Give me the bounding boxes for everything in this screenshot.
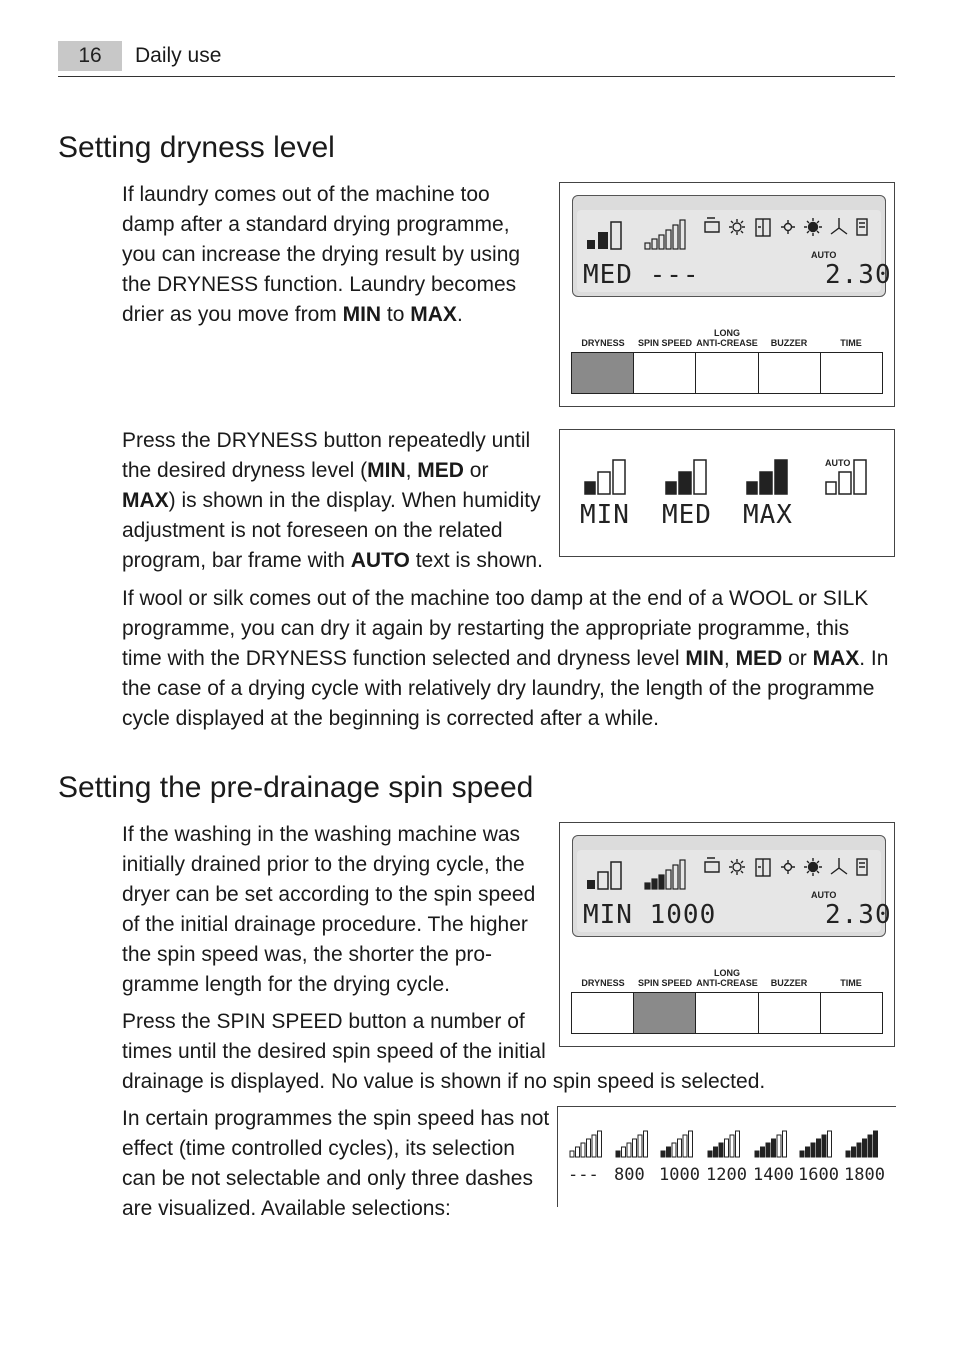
lcd-display-spin [572, 835, 892, 937]
spin-readout: MIN 1000 [583, 900, 717, 930]
dryness-levels-panel [559, 429, 895, 557]
spin-instructions-paragraph: Press the SPIN SPEED button a number of times until the desired spin speed of the initial drainage is displayed. No value is shown if no spin speed is selected. [122, 1010, 766, 1093]
spin-bar [638, 1135, 642, 1157]
spin-bar [667, 1147, 671, 1157]
anti-crease-button-2[interactable] [696, 993, 758, 1033]
time-readout: 2.30 [825, 260, 892, 290]
spin-bar [800, 1151, 804, 1157]
spin-bar [857, 1143, 861, 1157]
section-label: Daily use [135, 44, 222, 67]
label-long-2: LONG [714, 968, 740, 978]
auto-indicator: AUTO [811, 250, 837, 260]
spin-bar [683, 1135, 687, 1157]
spin-bar [874, 1131, 878, 1157]
spin-bar [761, 1147, 765, 1157]
label-spin-speed: SPIN SPEED [637, 338, 693, 348]
spin-selection-label: 1800 [844, 1165, 885, 1185]
max-label: MAX [743, 500, 793, 530]
spin-bar [783, 1131, 787, 1157]
spin-bar [708, 1151, 712, 1157]
spin-bar [581, 1143, 585, 1157]
spin-selection-label: 1200 [706, 1165, 747, 1185]
spin-bar [576, 1147, 580, 1157]
spin-bar [627, 1143, 631, 1157]
label-dryness-2: DRYNESS [581, 978, 625, 988]
spin-intro-paragraph: If the washing in the washing machine was initially drained prior to the drying cycle, the dryer can be set according to the spin speed of the initial drainage procedure. The higher the spin speed was, the shorter the pro- gramme length for the drying cycle. [122, 823, 536, 996]
header-divider [58, 76, 895, 77]
spin-bar [570, 1151, 574, 1157]
buzzer-button[interactable] [759, 353, 821, 393]
spin-selection-label: 800 [614, 1165, 645, 1185]
spin-bar [868, 1135, 872, 1157]
spin-selection-5 [798, 1131, 839, 1185]
spin-selection-0 [568, 1131, 602, 1185]
dryness-level-bars [560, 430, 896, 558]
label-time-2: TIME [840, 978, 862, 988]
min-label: MIN [580, 500, 630, 530]
time-readout-spin: 2.30 [825, 900, 892, 930]
spin-selection-label: --- [568, 1165, 599, 1185]
spin-bar [587, 1139, 591, 1157]
auto-indicator-spin: AUTO [811, 890, 837, 900]
spin-bar [644, 1131, 648, 1157]
spin-bar [616, 1151, 620, 1157]
spin-selection-1 [614, 1131, 648, 1185]
button-row [571, 352, 883, 394]
spin-bar [828, 1131, 832, 1157]
spin-bar [755, 1151, 759, 1157]
spin-selection-label: 1400 [753, 1165, 794, 1185]
page-number: 16 [58, 41, 122, 71]
buzzer-button-2[interactable] [759, 993, 821, 1033]
spin-bar [730, 1135, 734, 1157]
spin-bar [852, 1147, 856, 1157]
spin-bar [678, 1139, 682, 1157]
time-button[interactable] [821, 353, 882, 393]
label-buzzer-2: BUZZER [770, 978, 808, 988]
spin-bar [846, 1151, 850, 1157]
spin-bar [672, 1143, 676, 1157]
dryness-button[interactable] [572, 353, 634, 393]
spin-bar [811, 1143, 815, 1157]
spin-speed-button-2[interactable] [634, 993, 696, 1033]
spin-bar [719, 1143, 723, 1157]
spin-bar [806, 1147, 810, 1157]
spin-selection-6 [844, 1131, 885, 1185]
spin-bar [777, 1135, 781, 1157]
label-buzzer: BUZZER [770, 338, 808, 348]
spin-selections-paragraph: In certain programmes the spin speed has not effect (time controlled cycles), its selection can be not selectable and only three dashes are visualized. Available selections: [122, 1107, 550, 1220]
spin-bar [592, 1135, 596, 1157]
spin-bar [633, 1139, 637, 1157]
spin-selection-label: 1600 [798, 1165, 839, 1185]
spin-bar [736, 1131, 740, 1157]
spin-bar [689, 1131, 693, 1157]
dryness-button-2[interactable] [572, 993, 634, 1033]
spin-bar [714, 1147, 718, 1157]
time-button-2[interactable] [821, 993, 882, 1033]
spin-heading: Setting the pre-drainage spin speed [58, 771, 534, 804]
spin-selection-3 [706, 1131, 747, 1185]
spin-bar [622, 1147, 626, 1157]
label-anti-crease: ANTI-CREASE [696, 338, 758, 348]
spin-selections-panel [557, 1106, 896, 1207]
control-panel-spin [559, 822, 895, 1047]
spin-bar [822, 1135, 826, 1157]
label-long: LONG [714, 328, 740, 338]
control-panel-dryness [559, 182, 895, 407]
spin-bar [766, 1143, 770, 1157]
spin-bar [863, 1139, 867, 1157]
label-dryness: DRYNESS [581, 338, 625, 348]
spin-bar [772, 1139, 776, 1157]
label-spin-speed-2: SPIN SPEED [637, 978, 693, 988]
dryness-readout: MED --- [583, 260, 700, 290]
dryness-instructions-paragraph: Press the DRYNESS button repeatedly until the desired dryness level (MIN, MED or MAX) is shown in the display. When humidity adjustment is not foreseen on the related program, bar frame with AUTO text is shown. [122, 429, 543, 572]
spin-bar [725, 1139, 729, 1157]
spin-selection-2 [659, 1131, 700, 1185]
button-row-2 [571, 992, 883, 1034]
med-label: MED [662, 500, 712, 530]
spin-bar [817, 1139, 821, 1157]
dryness-intro-paragraph: If laundry comes out of the machine too damp after a standard drying programme, you can increase the drying result by using the DRYNESS function. Laundry becomes drier as you move from MIN to MAX. [122, 183, 521, 326]
dryness-heading: Setting dryness level [58, 131, 335, 164]
lcd-display [572, 195, 892, 297]
spin-speed-button[interactable] [634, 353, 696, 393]
label-anti-crease-2: ANTI-CREASE [696, 978, 758, 988]
spin-bar [598, 1131, 602, 1157]
anti-crease-button[interactable] [696, 353, 758, 393]
wool-silk-paragraph: If wool or silk comes out of the machine too damp at the end of a WOOL or SILK programme, you can dry it again by restarting the appropriate programme, this time with the DRYNESS function selected and dryness level MIN, MED or MAX. In the case of a drying cycle with relatively dry laundry, the length of the programme cycle displayed at the beginning is corrected after a while. [122, 587, 889, 730]
spin-selection-bars [558, 1107, 896, 1207]
spin-bar [661, 1151, 665, 1157]
spin-selection-4 [753, 1131, 794, 1185]
spin-selection-label: 1000 [659, 1165, 700, 1185]
label-time: TIME [840, 338, 862, 348]
auto-label: AUTO [825, 458, 851, 468]
